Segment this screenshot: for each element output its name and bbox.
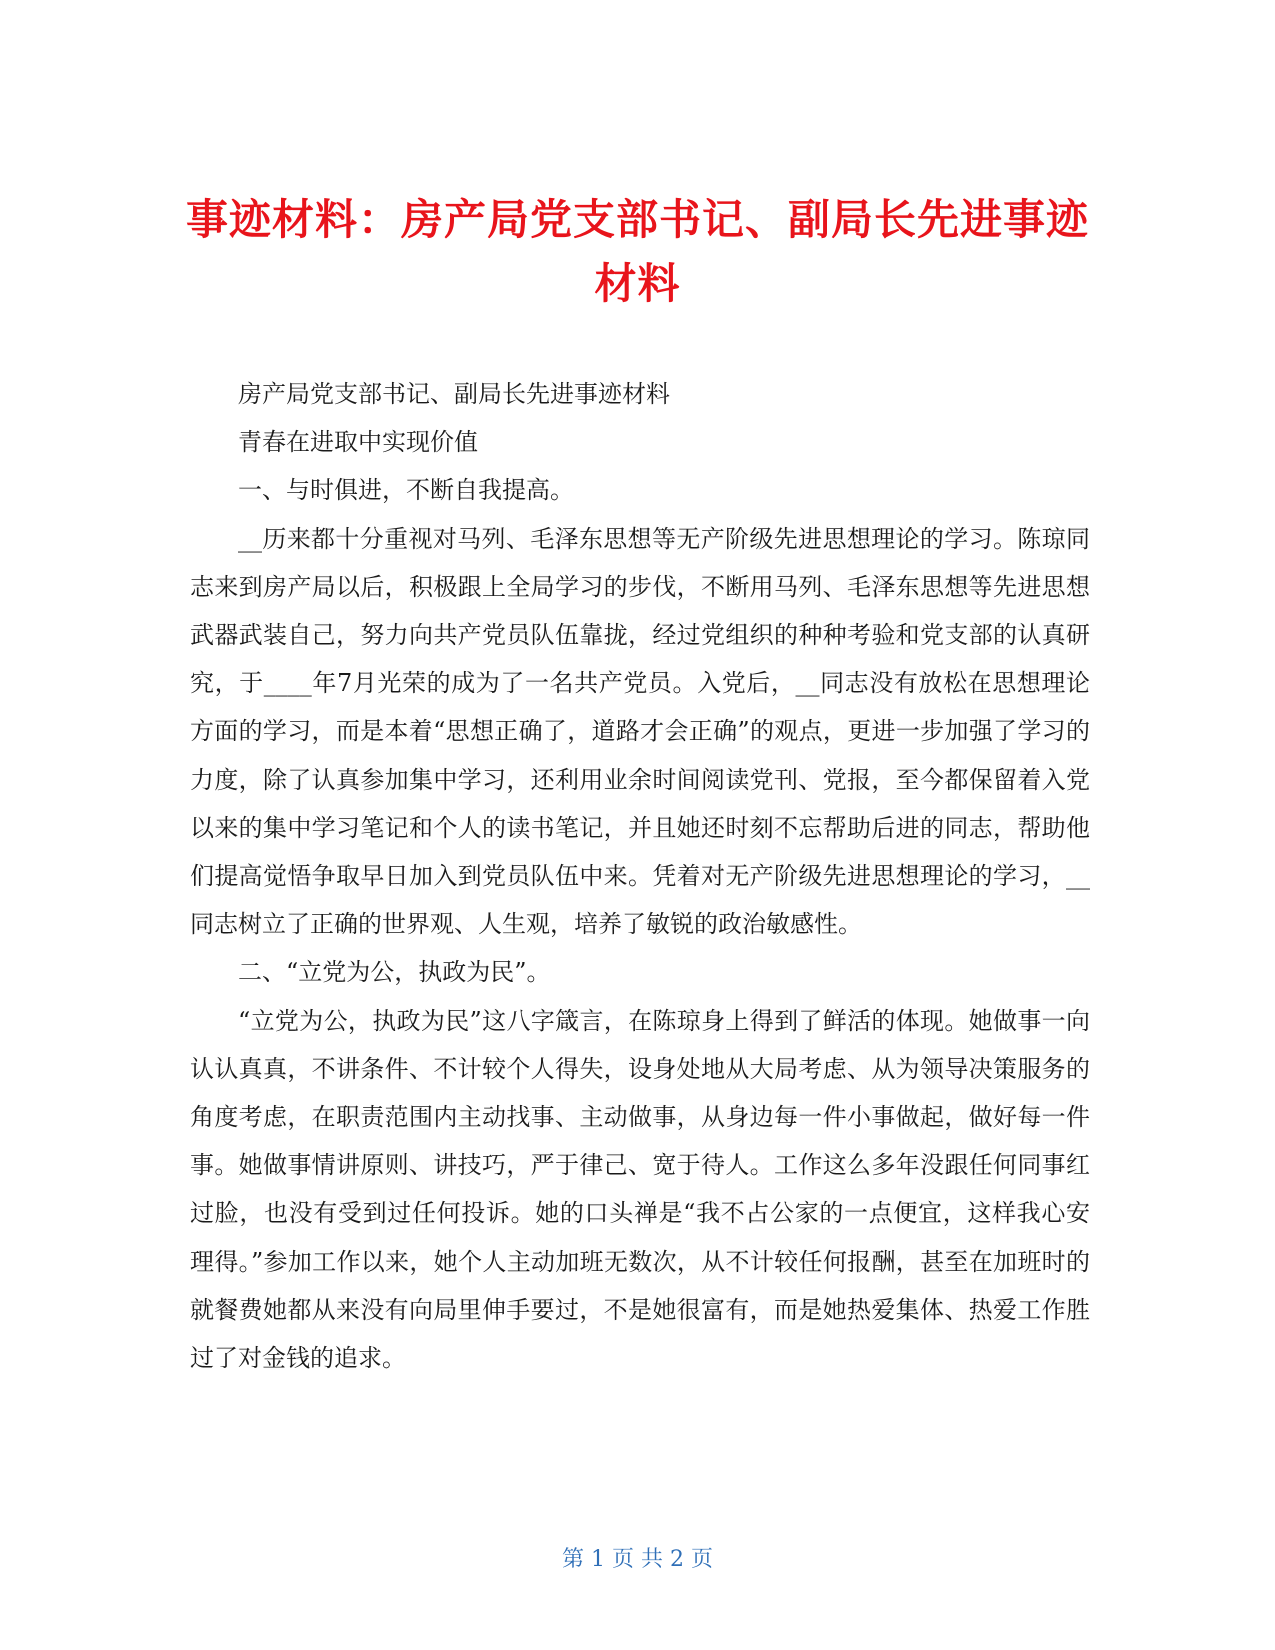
paragraph-subtitle: 房产局党支部书记、副局长先进事迹材料	[238, 380, 670, 408]
document-body	[190, 370, 1090, 1382]
page-number-label: 第 1 页 共 2 页	[562, 1547, 713, 1572]
paragraph-theme: 青春在进取中实现价值	[238, 428, 478, 457]
page-footer	[0, 1545, 1275, 1575]
document-title: 事迹材料：房产局党支部书记、副局长先进事迹材料	[185, 195, 1089, 309]
paragraph-section-1: __历来都十分重视对马列、毛泽东思想等无产阶级先进思想理论的学习。陈琼同志来到房产局以后，积极跟上全局学习的步伐，不断用马列、毛泽东思想等先进思想武器武装自己，努力向共产党员队伍靠拢，经过党组织的种种考验和党支部的认真研究，于____年7月光荣的成为了一名共产党员。入党后，__同志没有放松在思想理论方面的学习，而是本着“思想正确了，道路才会正确”的观点，更进一步加强了学习的力度，除了认真参加集中学习，还利用业余时间阅读党刊、党报，至今都保留着入党以来的集中学习笔记和个人的读书笔记，并且她还时刻不忘帮助后进的同志，帮助他们提高觉悟争取早日加入到党员队伍中来。凭着对无产阶级先进思想理论的学习，__同志树立了正确的世界观、人生观，培养了敏锐的政治敏感性。	[190, 524, 1090, 939]
section-heading-2: 二、“立党为公，执政为民”。	[238, 958, 551, 987]
paragraph-section-2: “立党为公，执政为民”这八字箴言，在陈琼身上得到了鲜活的体现。她做事一向认认真真，不讲条件、不计较个人得失，设身处地从大局考虑、从为领导决策服务的角度考虑，在职责范围内主动找事、主动做事，从身边每一件小事做起，做好每一件事。她做事情讲原则、讲技巧，严于律己、宽于待人。工作这么多年没跟任何同事红过脸，也没有受到过任何投诉。她的口头禅是“我不占公家的一点便宜，这样我心安理得。”参加工作以来，她个人主动加班无数次，从不计较任何报酬，甚至在加班时的就餐费她都从来没有向局里伸手要过，不是她很富有，而是她热爱集体、热爱工作胜过了对金钱的追求。	[190, 1006, 1090, 1373]
section-heading-1: 一、与时俱进，不断自我提高。	[238, 476, 574, 505]
